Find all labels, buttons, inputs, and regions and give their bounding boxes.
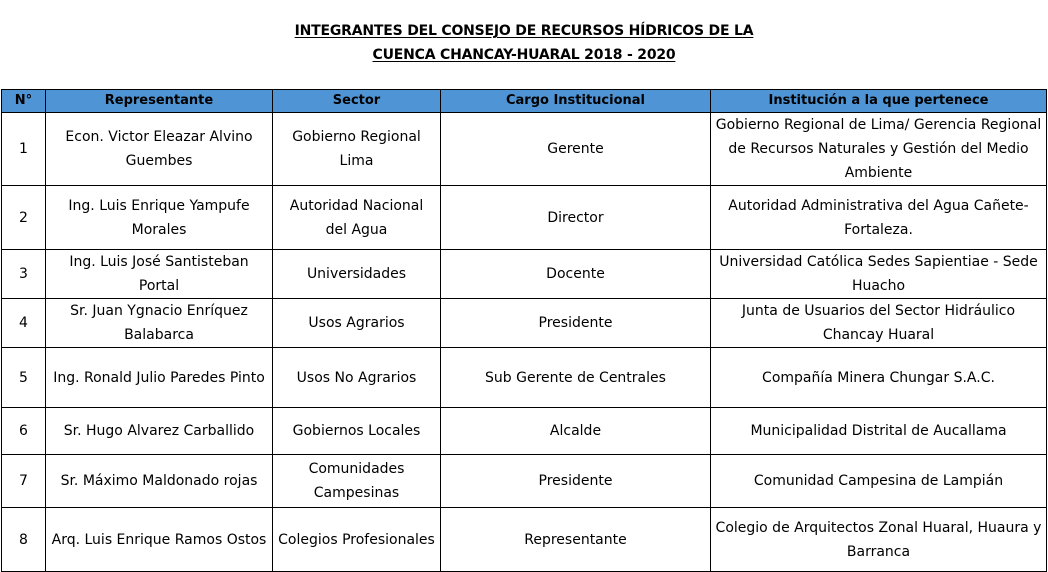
cell-representante: Sr. Hugo Alvarez Carballido [46, 408, 273, 455]
cell-cargo: Presidente [441, 299, 711, 348]
header-sector: Sector [273, 90, 441, 113]
table-row [2, 299, 1047, 348]
cell-representante: Sr. Máximo Maldonado rojas [46, 455, 273, 508]
cell-sector: Universidades [273, 250, 441, 299]
header-cargo: Cargo Institucional [441, 90, 711, 113]
cell-sector: Gobierno Regional Lima [273, 113, 441, 186]
cell-institucion: Compañía Minera Chungar S.A.C. [711, 348, 1047, 408]
cell-cargo: Gerente [441, 113, 711, 186]
cell-sector: Usos Agrarios [273, 299, 441, 348]
cell-institucion: Junta de Usuarios del Sector Hidráulico Chancay Huaral [711, 299, 1047, 348]
cell-sector: Colegios Profesionales [273, 508, 441, 572]
cell-institucion: Autoridad Administrativa del Agua Cañete-Fortaleza. [711, 186, 1047, 250]
table-row [2, 113, 1047, 186]
cell-representante: Econ. Victor Eleazar Alvino Guembes [46, 113, 273, 186]
cell-sector: Gobiernos Locales [273, 408, 441, 455]
cell-num: 5 [2, 348, 46, 408]
cell-num: 1 [2, 113, 46, 186]
cell-cargo: Presidente [441, 455, 711, 508]
cell-representante: Arq. Luis Enrique Ramos Ostos [46, 508, 273, 572]
cell-num: 3 [2, 250, 46, 299]
cell-representante: Ing. Luis Enrique Yampufe Morales [46, 186, 273, 250]
cell-representante: Sr. Juan Ygnacio Enríquez Balabarca [46, 299, 273, 348]
cell-institucion: Colegio de Arquitectos Zonal Huaral, Huaura y Barranca [711, 508, 1047, 572]
table-row [2, 250, 1047, 299]
table-row [2, 186, 1047, 250]
cell-num: 4 [2, 299, 46, 348]
cell-institucion: Gobierno Regional de Lima/ Gerencia Regional de Recursos Naturales y Gestión del Medio Ambiente [711, 113, 1047, 186]
table-row [2, 508, 1047, 572]
council-members-table [1, 89, 1047, 572]
title-line-1: INTEGRANTES DEL CONSEJO DE RECURSOS HÍDRICOS DE LA [294, 23, 754, 39]
cell-representante: Ing. Luis José Santisteban Portal [46, 250, 273, 299]
cell-representante: Ing. Ronald Julio Paredes Pinto [46, 348, 273, 408]
table-header-row [2, 90, 1047, 113]
cell-num: 6 [2, 408, 46, 455]
table-row [2, 408, 1047, 455]
cell-cargo: Sub Gerente de Centrales [441, 348, 711, 408]
header-representante: Representante [46, 90, 273, 113]
cell-sector: Autoridad Nacional del Agua [273, 186, 441, 250]
cell-institucion: Municipalidad Distrital de Aucallama [711, 408, 1047, 455]
cell-sector: Usos No Agrarios [273, 348, 441, 408]
cell-cargo: Alcalde [441, 408, 711, 455]
title-line-2: CUENCA CHANCAY-HUARAL 2018 - 2020 [372, 47, 676, 63]
cell-cargo: Representante [441, 508, 711, 572]
header-num: N° [2, 90, 46, 113]
document-title [0, 19, 1048, 67]
table-row [2, 348, 1047, 408]
cell-num: 2 [2, 186, 46, 250]
cell-sector: Comunidades Campesinas [273, 455, 441, 508]
cell-cargo: Docente [441, 250, 711, 299]
table-row [2, 455, 1047, 508]
cell-institucion: Comunidad Campesina de Lampián [711, 455, 1047, 508]
cell-institucion: Universidad Católica Sedes Sapientiae - Sede Huacho [711, 250, 1047, 299]
cell-num: 8 [2, 508, 46, 572]
cell-num: 7 [2, 455, 46, 508]
cell-cargo: Director [441, 186, 711, 250]
header-institucion: Institución a la que pertenece [711, 90, 1047, 113]
